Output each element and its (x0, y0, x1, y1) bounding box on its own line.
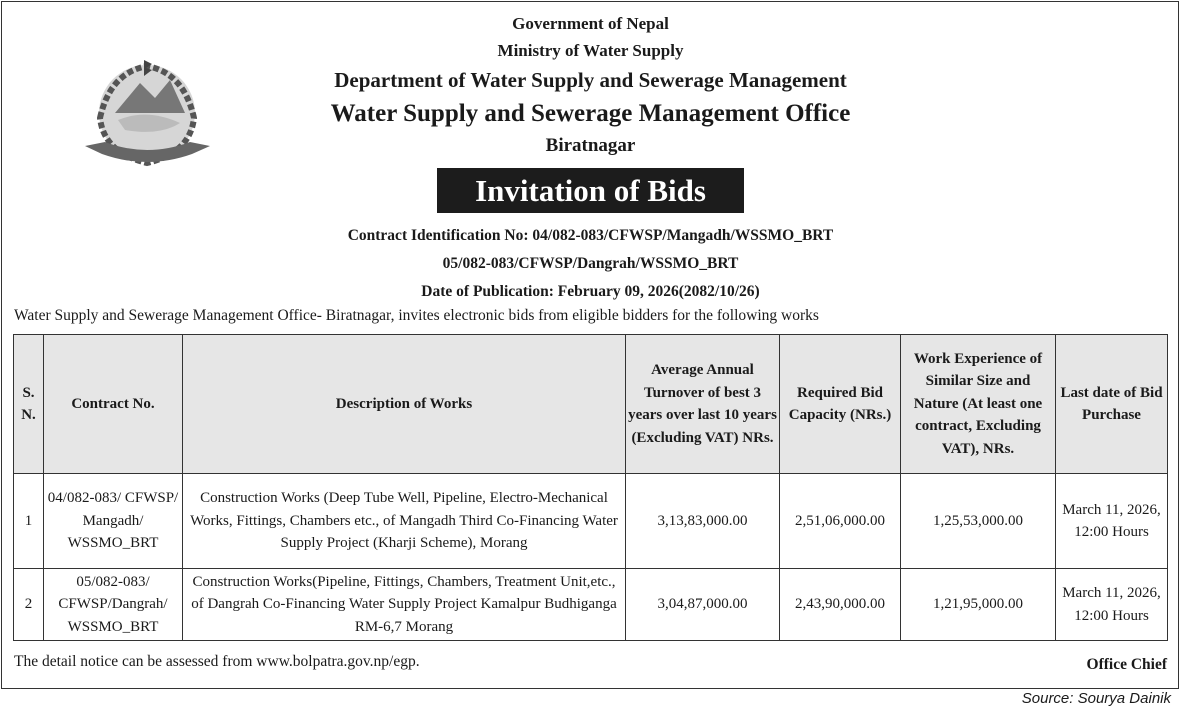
header-description: Description of Works (183, 335, 626, 474)
table-header-row (14, 335, 1168, 474)
cell-last-date: March 11, 2026, 12:00 Hours (1056, 474, 1168, 569)
cell-description: Construction Works(Pipeline, Fittings, Chambers, Treatment Unit,etc., of Dangrah Co-Financing Water Supply Project Kamalpur Budhiganga RM-6,7 Morang (183, 569, 626, 641)
department-line: Department of Water Supply and Sewerage Management (334, 68, 847, 92)
cell-bid-capacity: 2,51,06,000.00 (780, 474, 901, 569)
header-bid-capacity: Required Bid Capacity (NRs.) (780, 335, 901, 474)
header-turnover: Average Annual Turnover of best 3 years over last 10 years (Excluding VAT) NRs. (626, 335, 780, 474)
signatory: Office Chief (1086, 656, 1167, 673)
detail-notice: The detail notice can be assessed from www.bolpatra.gov.np/egp. (14, 653, 420, 670)
cell-contract-no: 04/082-083/ CFWSP/ Mangadh/ WSSMO_BRT (44, 474, 183, 569)
intro-text: Water Supply and Sewerage Management Office- Biratnagar, invites electronic bids from eligible bidders for the following works (14, 307, 819, 324)
cell-turnover: 3,04,87,000.00 (626, 569, 780, 641)
header-sn: S. N. (14, 335, 44, 474)
bids-table (13, 334, 1168, 641)
table-row (14, 474, 1168, 569)
cell-turnover: 3,13,83,000.00 (626, 474, 780, 569)
contract-id-2: 05/082-083/CFWSP/Dangrah/WSSMO_BRT (442, 255, 739, 272)
notice-title: Invitation of Bids (437, 168, 744, 213)
ministry-line: Ministry of Water Supply (497, 41, 684, 60)
cell-sn: 1 (14, 474, 44, 569)
table-row (14, 569, 1168, 641)
cell-bid-capacity: 2,43,90,000.00 (780, 569, 901, 641)
publication-date: Date of Publication: February 09, 2026(2082/10/26) (421, 283, 760, 300)
cell-work-experience: 1,21,95,000.00 (901, 569, 1056, 641)
cell-work-experience: 1,25,53,000.00 (901, 474, 1056, 569)
source-credit: Source: Sourya Dainik (1021, 690, 1171, 707)
cell-contract-no: 05/082-083/ CFWSP/Dangrah/ WSSMO_BRT (44, 569, 183, 641)
cell-description: Construction Works (Deep Tube Well, Pipeline, Electro-Mechanical Works, Fittings, Chambers etc., of Mangadh Third Co-Financing Water Supply Project (Kharji Scheme), Morang (183, 474, 626, 569)
cell-last-date: March 11, 2026, 12:00 Hours (1056, 569, 1168, 641)
header-contract-no: Contract No. (44, 335, 183, 474)
gov-line: Government of Nepal (512, 14, 669, 33)
header-work-experience: Work Experience of Similar Size and Nature (At least one contract, Excluding VAT), NRs. (901, 335, 1056, 474)
contract-id-1: Contract Identification No: 04/082-083/CFWSP/Mangadh/WSSMO_BRT (347, 227, 834, 244)
header-last-date: Last date of Bid Purchase (1056, 335, 1168, 474)
location-line: Biratnagar (545, 135, 636, 156)
cell-sn: 2 (14, 569, 44, 641)
office-line: Water Supply and Sewerage Management Office (330, 100, 851, 127)
